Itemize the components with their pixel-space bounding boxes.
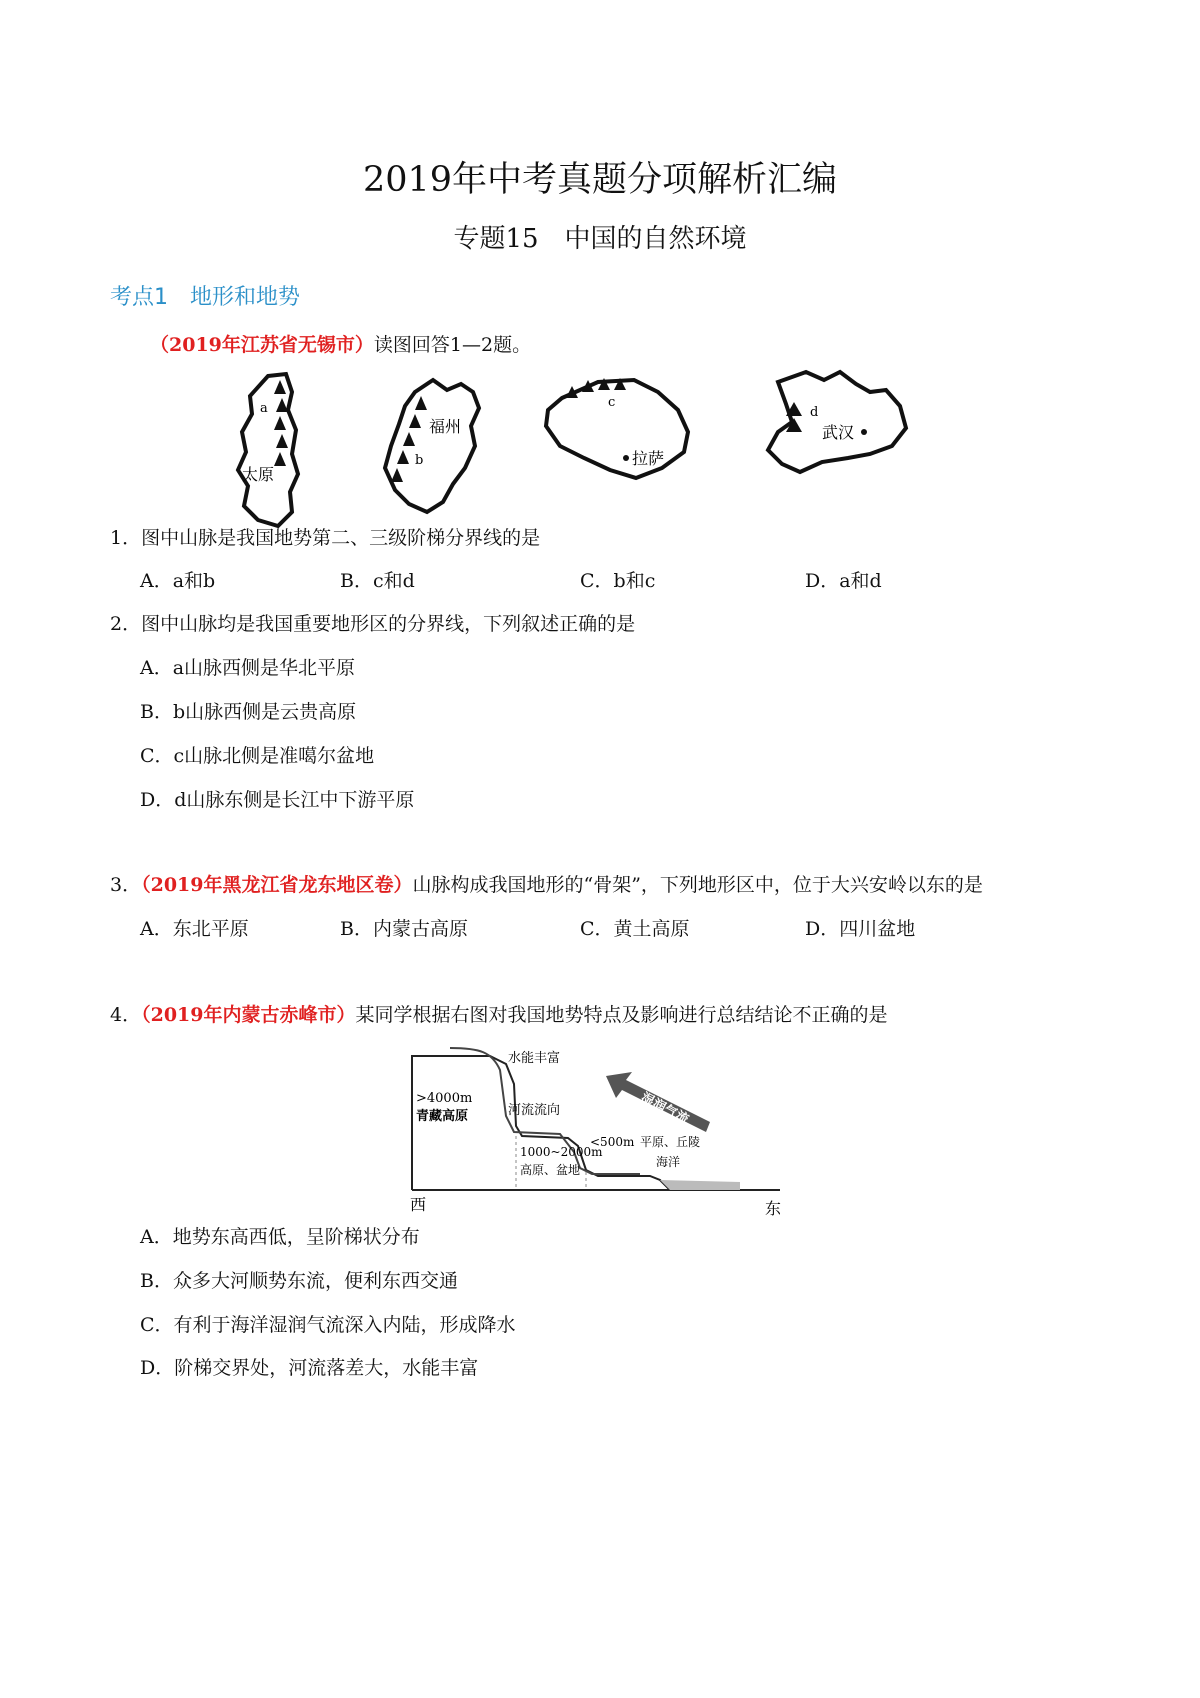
question-source: （2019年内蒙古赤峰市） — [141, 1004, 356, 1026]
q1-option-d: D．a和d — [805, 570, 882, 592]
city-dot — [623, 455, 629, 461]
hydro-label: 水能丰富 — [508, 1051, 561, 1066]
river-label: 河流流向 — [508, 1103, 561, 1118]
question-3-stem — [110, 870, 983, 897]
main-title: 2019年中考真题分项解析汇编 — [362, 160, 838, 200]
west-label: 西 — [410, 1195, 427, 1214]
q2-option-b: B．b山脉西侧是云贵高原 — [140, 701, 357, 723]
map-tibet — [538, 372, 708, 488]
airflow-label: 湿润气流 — [638, 1090, 692, 1128]
city-label: 拉萨 — [632, 449, 665, 468]
terrain-diagram — [410, 1040, 790, 1220]
mountain-icon — [274, 416, 286, 430]
q1-option-a: A．a和b — [140, 570, 216, 592]
city-label: 福州 — [429, 417, 462, 436]
question-intro — [150, 330, 531, 357]
question-1-stem: 1．图中山脉是我国地势第二、三级阶梯分界线的是 — [110, 527, 541, 549]
map-shanxi — [230, 370, 310, 530]
city-label: 太原 — [242, 465, 275, 484]
step2-height: 1000~2000m — [520, 1145, 603, 1159]
q1-option-c: C．b和c — [580, 570, 656, 592]
mountain-icon — [274, 452, 286, 466]
mountain-icon — [276, 434, 288, 448]
question-source: （2019年黑龙江省龙东地区卷） — [141, 874, 413, 896]
sub-title: 专题15 中国的自然环境 — [453, 224, 747, 254]
question-4-stem — [110, 1000, 888, 1027]
step3-height: <500m — [590, 1135, 635, 1149]
city-dot — [861, 429, 867, 435]
q1-option-b: B．c和d — [340, 570, 415, 592]
mountain-icon — [276, 398, 288, 412]
q2-option-c: C．c山脉北侧是准噶尔盆地 — [140, 745, 375, 767]
section-heading: 考点1 地形和地势 — [110, 285, 300, 310]
question-2-stem: 2．图中山脉均是我国重要地形区的分界线，下列叙述正确的是 — [110, 613, 636, 635]
step3-name: 平原、丘陵 — [640, 1135, 701, 1149]
mountain-icon — [409, 414, 421, 428]
mountain-label-b: b — [415, 453, 424, 468]
q3-option-c: C．黄土高原 — [580, 918, 690, 940]
q4-option-a: A．地势东高西低，呈阶梯状分布 — [140, 1226, 420, 1248]
mountain-icon — [397, 450, 409, 464]
mountain-label-a: a — [260, 401, 268, 416]
q3-option-d: D．四川盆地 — [805, 918, 916, 940]
mountain-label-c: c — [608, 395, 616, 410]
question-number: 3． — [110, 874, 142, 896]
question-text: 某同学根据右图对我国地势特点及影响进行总结结论不正确的是 — [355, 1004, 888, 1026]
q3-option-b: B．内蒙古高原 — [340, 918, 468, 940]
tibet-outline — [546, 380, 688, 478]
map-hubei — [760, 362, 920, 486]
mountain-icon — [391, 468, 403, 482]
shanxi-outline — [238, 374, 298, 526]
question-intro-text: 读图回答1—2题。 — [373, 334, 532, 356]
map-fujian — [375, 372, 505, 520]
step1-name: 青藏高原 — [416, 1109, 469, 1124]
mountain-icon — [415, 396, 427, 410]
east-label: 东 — [765, 1199, 782, 1218]
q4-option-c: C．有利于海洋湿润气流深入内陆，形成降水 — [140, 1314, 516, 1336]
city-label: 武汉 — [822, 423, 855, 442]
q2-option-a: A．a山脉西侧是华北平原 — [140, 657, 356, 679]
step1-height: >4000m — [416, 1091, 473, 1106]
question-number: 4． — [110, 1004, 142, 1026]
fujian-outline — [385, 380, 479, 512]
q3-option-a: A．东北平原 — [140, 918, 249, 940]
hubei-outline — [768, 372, 906, 472]
mountain-icon — [403, 432, 415, 446]
q4-option-b: B．众多大河顺势东流，便利东西交通 — [140, 1270, 458, 1292]
sea-label: 海洋 — [656, 1155, 681, 1169]
step2-name: 高原、盆地 — [520, 1163, 581, 1177]
mountain-icon — [274, 380, 286, 394]
question-source: （2019年江苏省无锡市） — [150, 334, 374, 356]
q4-option-d: D．阶梯交界处，河流落差大，水能丰富 — [140, 1357, 479, 1379]
mountain-label-d: d — [810, 405, 819, 420]
sea-area — [660, 1180, 740, 1190]
q2-option-d: D．d山脉东侧是长江中下游平原 — [140, 789, 415, 811]
question-text: 山脉构成我国地形的“骨架”，下列地形区中，位于大兴安岭以东的是 — [412, 874, 983, 896]
